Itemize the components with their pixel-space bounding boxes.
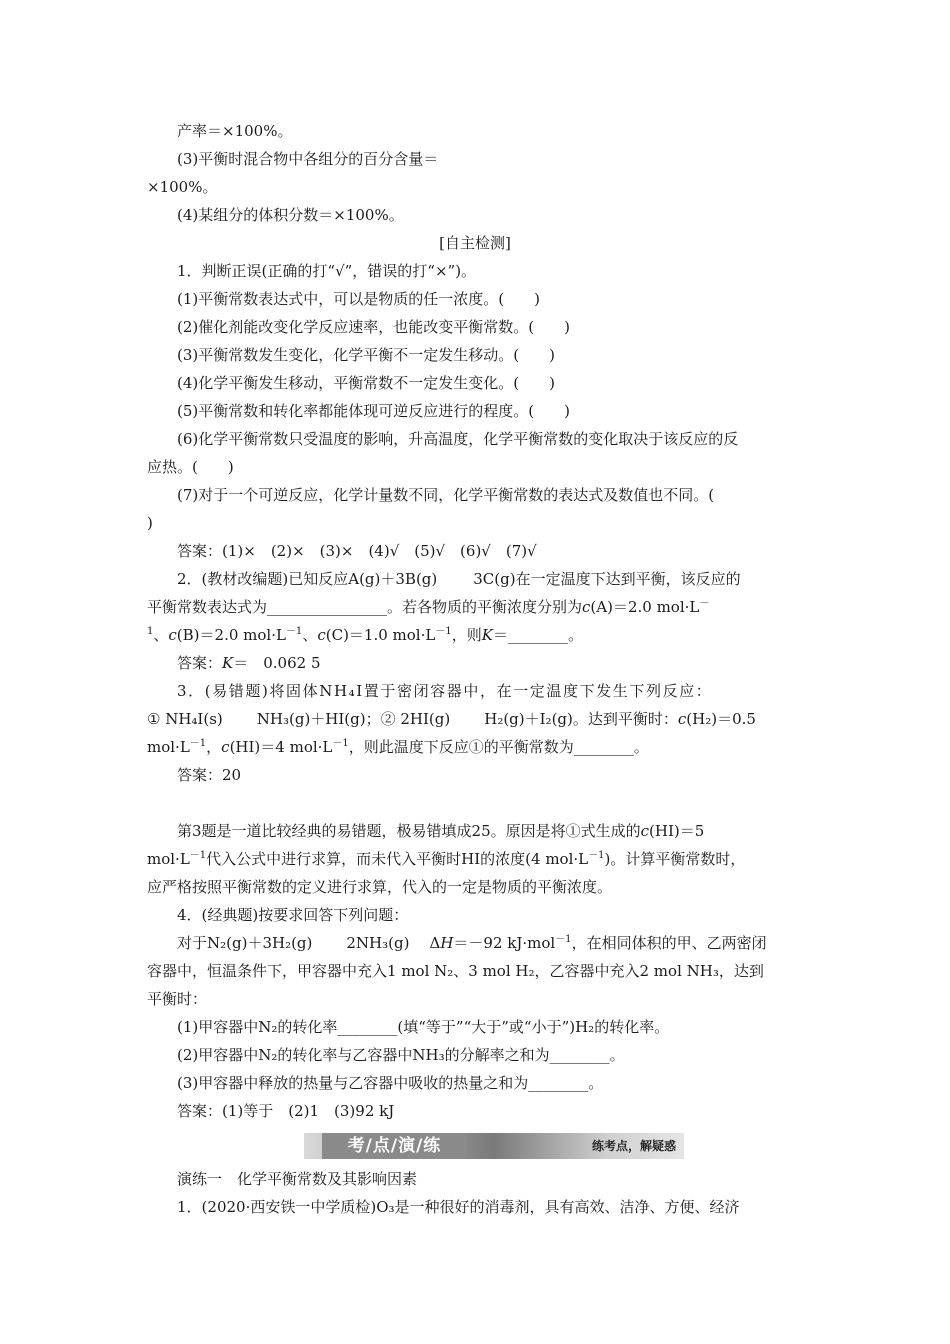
percent-content-line-cont: ×100%。 bbox=[147, 178, 218, 196]
q3-line-2: ① NH₄I(s) NH₃(g)＋HI(g)；② 2HI(g) H₂(g)＋I₂(g)。达到平衡时：c(H₂)＝0.5 bbox=[147, 710, 756, 728]
section-banner bbox=[304, 1133, 684, 1159]
q1-item-7-cont: ) bbox=[147, 514, 153, 532]
q3-answer: 答案：20 bbox=[177, 766, 242, 784]
q4-sub-3: (3)甲容器中释放的热量与乙容器中吸收的热量之和为________。 bbox=[177, 1074, 604, 1092]
q1-item-4: (4)化学平衡发生移动，平衡常数不一定发生变化。( ) bbox=[177, 374, 555, 392]
q4-sub-1: (1)甲容器中N₂的转化率________(填“等于”“大于”或“小于”)H₂的转化率。 bbox=[177, 1018, 670, 1036]
q1-answer: 答案：(1)× (2)× (3)× (4)√ (5)√ (6)√ (7)√ bbox=[177, 542, 537, 560]
q4-line-3: 平衡时： bbox=[147, 990, 208, 1008]
practice-q1: 1．(2020·西安铁一中学质检)O₃是一种很好的消毒剂，具有高效、洁净、方便、经济 bbox=[177, 1198, 740, 1216]
q1-item-5: (5)平衡常数和转化率都能体现可逆反应进行的程度。( ) bbox=[177, 402, 570, 420]
q1-item-7: (7)对于一个可逆反应，化学计量数不同，化学平衡常数的表达式及数值也不同。( bbox=[177, 486, 715, 504]
q2-line-1: 2．(教材改编题)已知反应A(g)＋3B(g) 3C(g)在一定温度下达到平衡，该反应的 bbox=[177, 570, 741, 588]
q3-line-1: 3．(易错题)将固体NH₄I置于密闭容器中，在一定温度下发生下列反应： bbox=[177, 682, 713, 700]
note-line-3: 应严格按照平衡常数的定义进行求算，代入的一定是物质的平衡浓度。 bbox=[147, 878, 613, 896]
q4-answer: 答案：(1)等于 (2)1 (3)92 kJ bbox=[177, 1102, 395, 1120]
percent-content-line: (3)平衡时混合物中各组分的百分含量＝ bbox=[177, 150, 439, 168]
q3-line-3: $mol\cdot L^{-1}$，c(HI)＝4 $mol\cdot L^{-1}$，则此温度下反应①的平衡常数为________。 bbox=[147, 738, 649, 756]
q1-stem: 1．判断正误(正确的打“√”，错误的打“×”)。 bbox=[177, 262, 477, 280]
q1-item-6: (6)化学平衡常数只受温度的影响，升高温度，化学平衡常数的变化取决于该反应的反 bbox=[177, 430, 739, 448]
q1-item-2: (2)催化剂能改变化学反应速率，也能改变平衡常数。( ) bbox=[177, 318, 570, 336]
note-line-1: 第3题是一道比较经典的易错题，极易错填成25。原因是将①式生成的c(HI)＝5 bbox=[177, 822, 705, 840]
q2-line-2: 平衡常数表达式为________________。若各物质的平衡浓度分别为c(A)＝2.0 mol·L－ bbox=[147, 598, 710, 616]
q4-sub-2: (2)甲容器中N₂的转化率与乙容器中NH₃的分解率之和为________。 bbox=[177, 1046, 625, 1064]
q1-item-1: (1)平衡常数表达式中，可以是物质的任一浓度。( ) bbox=[177, 290, 540, 308]
q1-item-3: (3)平衡常数发生变化，化学平衡不一定发生移动。( ) bbox=[177, 346, 555, 364]
q2-answer: 答案：K＝ 0.062 5 bbox=[177, 654, 321, 672]
q4-stem: 4．(经典题)按要求回答下列问题： bbox=[177, 906, 409, 924]
q1-item-6-cont: 应热。( ) bbox=[147, 458, 234, 476]
banner-title: 考/点/演/练 bbox=[322, 1133, 467, 1159]
q4-line-2: 容器中，恒温条件下，甲容器中充入1 mol N₂、3 mol H₂，乙容器中充入2 mol NH₃，达到 bbox=[147, 962, 764, 980]
q2-line-3: $^1$、c(B)＝2.0 $mol\cdot L^{-1}$、c(C)＝1.0 $mol\cdot L^{-1}$，则K＝________。 bbox=[147, 626, 583, 644]
volume-fraction-line: (4)某组分的体积分数＝×100%。 bbox=[177, 206, 404, 224]
practice-heading: 演练一 化学平衡常数及其影响因素 bbox=[177, 1170, 418, 1188]
banner-subtitle: 练考点，解疑惑 bbox=[591, 1139, 676, 1153]
note-line-2: $mol\cdot L^{-1}$代入公式中进行求算，而未代入平衡时HI的浓度(4 $mol\cdot L^{-1}$)。计算平衡常数时， bbox=[147, 850, 746, 868]
self-check-heading: [自主检测] bbox=[439, 234, 511, 252]
q4-line-1: 对于N₂(g)＋3H₂(g) 2NH₃(g) ΔH＝－92 kJ·mol$^{-1}$，在相同体积的甲、乙两密闭 bbox=[177, 934, 767, 952]
yield-formula-line: 产率＝×100%。 bbox=[177, 122, 293, 140]
